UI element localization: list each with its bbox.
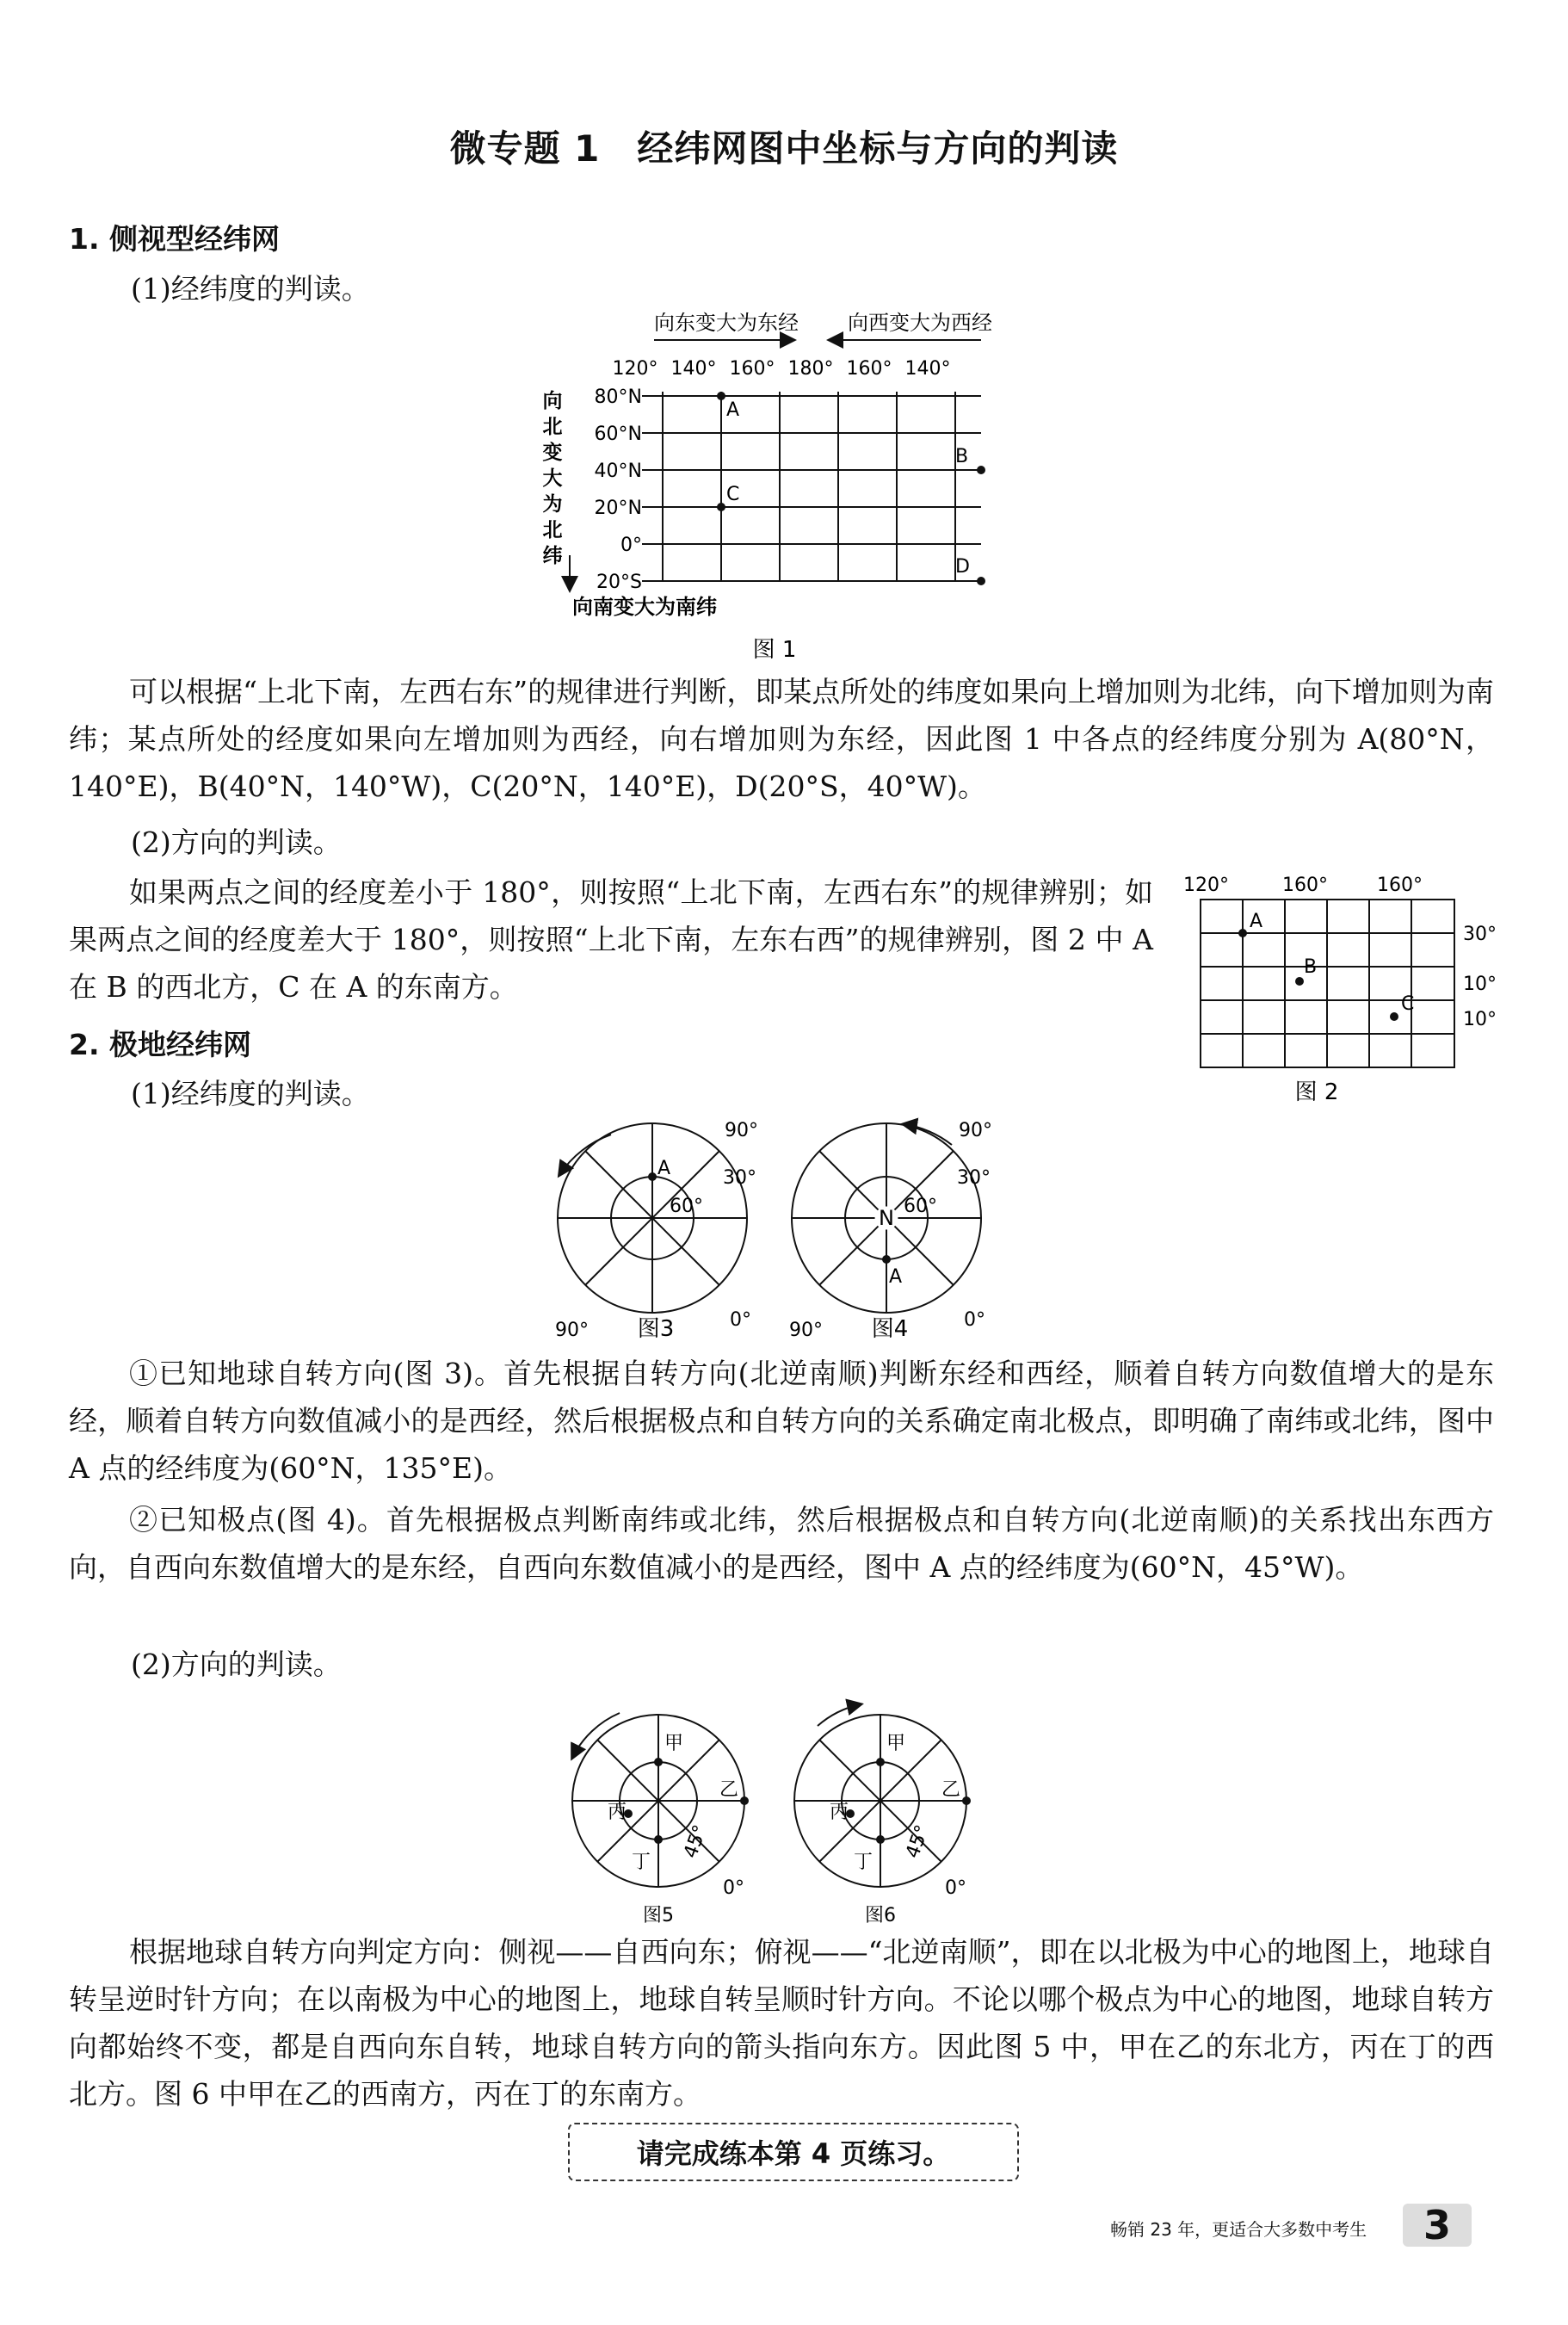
fig6-label-jia: 甲 [886, 1733, 906, 1754]
fig6-label-0: 0° [945, 1877, 966, 1899]
subheading-lonlat-1: (1)经纬度的判读。 [131, 272, 370, 306]
fig1-lat-tick: 20°S [596, 572, 642, 593]
fig1-lon-tick: 140° [670, 358, 717, 380]
fig1-vlabel-char: 北 [542, 416, 563, 438]
section-heading-2: 2. 极地经纬网 [69, 1028, 251, 1061]
fig4-pole-label: N [879, 1206, 894, 1230]
fig1-point-a [717, 392, 725, 400]
fig1-lon-tick: 180° [787, 358, 834, 380]
fig3-label-a: A [657, 1158, 671, 1179]
page-number: 3 [1403, 2204, 1472, 2247]
fig1-vlabel-char: 北 [542, 519, 563, 541]
fig4-label-a: A [889, 1266, 903, 1288]
fig5-label-bing: 丙 [608, 1802, 627, 1823]
fig1-point-d [977, 577, 985, 585]
fig2-point-a [1238, 929, 1247, 937]
subheading-direction-1: (2)方向的判读。 [131, 825, 342, 859]
fig1-vlabel-char: 变 [542, 442, 563, 464]
fig5-rotation-arrow [572, 1713, 620, 1758]
subheading-direction-2: (2)方向的判读。 [131, 1648, 342, 1681]
fig1-lon-tick: 160° [729, 358, 775, 380]
fig5-label-jia: 甲 [664, 1733, 684, 1754]
paragraph-s2-3: 根据地球自转方向判定方向：侧视——自西向东；俯视——“北逆南顺”，即在以北极为中心的地图上，地球自转呈逆时针方向；在以南极为中心的地图上，地球自转呈顺时针方向。不论以哪个极点为中心的地图，地球自转方向都始终不变，都是自西向东自转，地球自转方向的箭头指向东方。因此图 5 中，甲在乙的东北方，丙在丁的西北方。图 6 中甲在乙的西南方，丙在丁的东南方。 [69, 1935, 1494, 2111]
section-heading-1: 1. 侧视型经纬网 [69, 222, 280, 256]
fig1-label-d: D [955, 556, 970, 578]
fig5-label-45: 45° [680, 1821, 712, 1862]
fig1-vlabel-char: 为 [542, 493, 563, 516]
fig2-label-a: A [1250, 911, 1263, 932]
paragraph-s1-2: 如果两点之间的经度差小于 180°，则按照“上北下南，左西右东”的规律辨别；如果两点之间的经度差大于 180°，则按照“上北下南，左东右西”的规律辨别，图 2 中 A 在 B 的西北方，C 在 A 的东南方。 [69, 875, 1153, 1004]
fig6-rotation-arrow [818, 1704, 861, 1726]
fig6-label-bing: 丙 [830, 1802, 849, 1823]
fig5-caption: 图5 [643, 1905, 674, 1926]
fig4-label-0: 0° [964, 1309, 985, 1331]
fig5-label-yi: 乙 [719, 1779, 739, 1801]
fig1-caption: 图 1 [752, 637, 797, 663]
fig5-diagram [572, 1713, 744, 1887]
fig1-lon-tick: 120° [612, 358, 658, 380]
fig4-label-30: 30° [957, 1167, 991, 1189]
fig2-lon-tick: 160° [1282, 875, 1328, 896]
fig4-label-90-bottom: 90° [789, 1320, 823, 1341]
paragraph-s1-1: 可以根据“上北下南，左西右东”的规律进行判断，即某点所处的纬度如果向上增加则为北纬，向下增加则为南纬；某点所处的经度如果向左增加则为西经，向右增加则为东经，因此图 1 中各点的经纬度分别为 A(80°N，140°E)，B(40°N，140°W)，C(20°N，140°E)，D(20°S，40°W)。 [69, 675, 1494, 803]
figure-1 [534, 306, 1015, 667]
fig2-label-c: C [1401, 993, 1415, 1015]
fig1-label-a: A [726, 399, 740, 421]
fig3-point-a [648, 1172, 657, 1181]
fig3-label-60: 60° [670, 1196, 703, 1217]
fig4-caption: 图4 [871, 1316, 909, 1342]
fig6-label-45: 45° [902, 1821, 934, 1862]
fig1-vlabel-char: 纬 [542, 545, 563, 567]
fig1-lat-tick: 0° [620, 535, 642, 556]
fig6-caption: 图6 [865, 1905, 896, 1926]
fig1-point-c [717, 503, 725, 511]
figure-2 [1170, 865, 1515, 1115]
fig1-vlabel-char: 大 [542, 467, 563, 490]
practice-reminder-box: 请完成练本第 4 页练习。 [568, 2123, 1019, 2181]
fig1-arrow-east-label: 向东变大为东经 [654, 311, 799, 335]
fig2-lat-tick: 10° [1463, 974, 1497, 995]
fig1-lon-tick: 140° [904, 358, 951, 380]
fig1-arrow-west-label: 向西变大为西经 [848, 311, 992, 335]
fig3-caption: 图3 [637, 1316, 675, 1342]
fig5-label-0: 0° [723, 1877, 744, 1899]
fig3-label-30: 30° [723, 1167, 756, 1189]
figures-3-4 [534, 1110, 1015, 1343]
fig6-diagram [794, 1704, 966, 1887]
fig1-lat-tick: 60°N [594, 424, 642, 445]
fig2-lon-tick: 120° [1183, 875, 1229, 896]
fig1-lat-tick: 80°N [594, 386, 642, 408]
fig4-label-90-top: 90° [959, 1120, 992, 1141]
fig1-point-b [977, 466, 985, 474]
fig2-lat-tick: 10° [1463, 1009, 1497, 1030]
fig3-label-90-bottom: 90° [555, 1320, 589, 1341]
fig4-point-a [882, 1255, 891, 1264]
fig1-lat-tick: 20°N [594, 498, 642, 519]
fig1-vlabel-char: 向 [542, 390, 563, 412]
fig1-bottom-label: 向南变大为南纬 [572, 595, 717, 619]
fig3-label-90-top: 90° [725, 1120, 758, 1141]
fig2-caption: 图 2 [1294, 1079, 1339, 1105]
fig2-lat-tick: 30° [1463, 924, 1497, 945]
fig1-lon-tick: 160° [846, 358, 892, 380]
fig5-label-ding: 丁 [632, 1852, 651, 1873]
figures-5-6 [551, 1696, 1015, 1928]
fig2-point-c [1390, 1012, 1398, 1021]
fig6-label-ding: 丁 [854, 1852, 874, 1873]
fig2-label-b: B [1304, 956, 1318, 978]
paragraph-s2-1: ①已知地球自转方向(图 3)。首先根据自转方向(北逆南顺)判断东经和西经，顺着自转方向数值增大的是东经，顺着自转方向数值减小的是西经，然后根据极点和自转方向的关系确定南北极点，即明确了南纬或北纬，图中 A 点的经纬度为(60°N，135°E)。 [69, 1357, 1494, 1485]
fig4-label-60: 60° [904, 1196, 937, 1217]
fig1-lat-tick: 40°N [594, 461, 642, 482]
fig3-diagram [558, 1123, 747, 1313]
fig2-point-b [1295, 977, 1304, 986]
page-title: 微专题 1 经纬网图中坐标与方向的判读 [449, 127, 1119, 170]
fig6-label-yi: 乙 [941, 1779, 961, 1801]
fig3-label-0: 0° [730, 1309, 751, 1331]
fig2-lon-tick: 160° [1377, 875, 1423, 896]
fig1-label-b: B [955, 446, 969, 467]
footer-note: 畅销 23 年，更适合大多数中考生 [1110, 2219, 1367, 2240]
subheading-lonlat-2: (1)经纬度的判读。 [131, 1077, 370, 1110]
paragraph-s2-2: ②已知极点(图 4)。首先根据极点判断南纬或北纬，然后根据极点和自转方向(北逆南顺)的关系找出东西方向，自西向东数值增大的是东经，自西向东数值减小的是西经，图中 A 点的经纬度为(60°N，45°W)。 [69, 1503, 1494, 1584]
fig1-label-c: C [726, 484, 740, 505]
